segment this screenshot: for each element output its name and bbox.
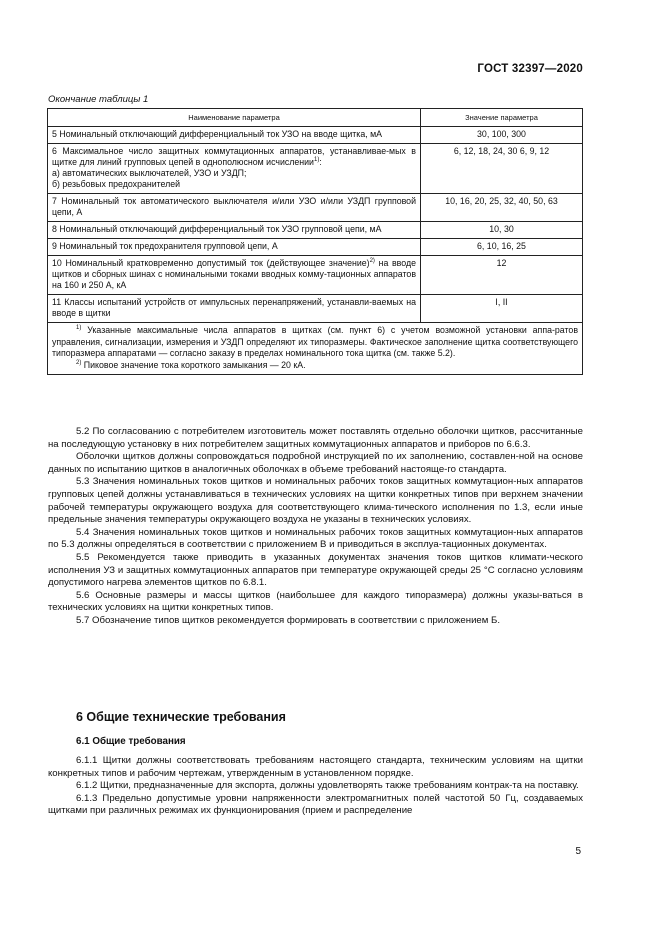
footnote-marker: 2) <box>76 359 82 366</box>
table-row <box>48 239 583 256</box>
param-name: 5 Номинальный отключающий дифференциальный ток УЗО на вводе щитка, мА <box>48 127 421 144</box>
param-name-main: 6 Максимальное число защитных коммутационных аппаратов, устанавливае-мых в щитке для линий групповых цепей в однополюсном исчислении <box>52 146 416 167</box>
paragraph: 6.1.3 Предельно допустимые уровни напряженности электромагнитных полей частотой 50 Гц, создаваемых щитками при различных режимах их функционирования (прием и распределение <box>48 792 583 817</box>
column-header-parameter: Наименование параметра <box>48 109 421 127</box>
param-name: 11 Классы испытаний устройств от импульсных перенапряжений, устанавли-ваемых на вводе в щитки <box>48 295 421 323</box>
table-row <box>48 222 583 239</box>
table-footnote <box>52 325 578 360</box>
parameters-table <box>47 108 583 375</box>
paragraph: 5.6 Основные размеры и массы щитков (наибольшее для каждого типоразмера) должны указы-ваться в технических условиях на щитки конкретных типов. <box>48 589 583 614</box>
param-name: 9 Номинальный ток предохранителя групповой цепи, А <box>48 239 421 256</box>
paragraph: 5.3 Значения номинальных токов щитков и номинальных рабочих токов защитных коммутацион-ных аппаратов групповых цепей должны устанавливаться в технических условиях на щитки конкретных типов при верхнем значении рабочей температуры окружающего воздуха для соответствующего клима-тического исполнения по 1.3, если иные предельные значения температуры окружающего воздуха не указаны в технических условиях. <box>48 476 583 526</box>
param-value: 10, 30 <box>421 222 583 239</box>
page-number: 5 <box>575 846 581 857</box>
footnote-ref: 2) <box>369 258 375 264</box>
param-value: 30, 100, 300 <box>421 127 583 144</box>
paragraph: 5.5 Рекомендуется также приводить в указанных документах значения токов щитков климати-ческого исполнения УЗ и защитных коммутационных аппаратов при температуре окружающей среды 25 °С согласно условиям допустимого нагрева элементов щитков по 6.8.1. <box>48 551 583 589</box>
section-title: 6 Общие технические требования <box>76 710 286 724</box>
param-name-tail: : <box>319 157 322 167</box>
paragraph: 5.2 По согласованию с потребителем изготовитель может поставлять отдельно оболочки щитков, рассчитанные на последующую установку в них потребителем защитных коммутационных аппаратов и приборов по 6.6.3. <box>48 426 583 450</box>
param-name: 8 Номинальный отключающий дифференциальный ток УЗО групповой цепи, мА <box>48 222 421 239</box>
table-caption: Окончание таблицы 1 <box>48 94 149 105</box>
table-row <box>48 256 583 295</box>
paragraph: Оболочки щитков должны сопровождаться подробной инструкцией по их заполнению, составлен-ной на основе данных по испытанию щитков в аналогичных оболочках в объеме требований настояще-го стандарта. <box>48 451 583 475</box>
table-row <box>48 127 583 144</box>
table-row <box>48 144 583 194</box>
table-row <box>48 295 583 323</box>
param-name-line: а) автоматических выключателей, УЗО и УЗДП; <box>52 168 247 178</box>
footnote-ref: 1) <box>313 157 320 163</box>
paragraph: 5.7 Обозначение типов щитков рекомендуется формировать в соответствии с приложением Б. <box>76 614 500 626</box>
table-notes-row <box>48 323 583 375</box>
footnote-text: Пиковое значение тока короткого замыкания — 20 кА. <box>81 359 306 370</box>
subsection-title: 6.1 Общие требования <box>76 736 186 747</box>
param-name-tail: на вводе щитков и сборных шинах с номинальными токами вводных комму-тационных аппаратов на 160 и 250 А, кА <box>52 258 416 290</box>
footnote-text: Указанные максимальные числа аппаратов в щитках (см. пункт 6) с учетом возможной установки аппа-ратов управления, сигнализации, измерения и УЗДП определяют их типоразмеры. Фактическое заполнение щитка соответствующего типоразмера аппаратами — согласно заказу в пределах номинального тока щитка (см. также 5.2). <box>52 325 578 358</box>
param-value: 12 <box>421 256 583 295</box>
paragraph: 6.1.2 Щитки, предназначенные для экспорта, должны удовлетворять также требованиям контрак-та на поставку. <box>76 780 579 792</box>
footnote-marker: 1) <box>76 325 82 331</box>
paragraph: 5.4 Значения номинальных токов щитков и номинальных рабочих токов защитных коммутацион-ных аппаратов по 5.3 должны определяться в соответствии с приложением В и приводиться в эксплуа-тационных документах. <box>48 526 583 551</box>
param-name <box>48 144 421 194</box>
paragraph: 6.1.1 Щитки должны соответствовать требованиям настоящего стандарта, техническим условиям на щитки конкретных типов и рабочим чертежам, утвержденным в установленном порядке. <box>48 755 583 779</box>
table-notes <box>48 323 583 375</box>
param-value: 6, 10, 16, 25 <box>421 239 583 256</box>
param-value: I, II <box>421 295 583 323</box>
standard-id: ГОСТ 32397—2020 <box>477 63 583 75</box>
param-name <box>48 256 421 295</box>
table-footnote <box>52 360 578 372</box>
table-row <box>48 194 583 222</box>
requirements-block <box>48 755 583 818</box>
param-name: 7 Номинальный ток автоматического выключателя и/или УЗО и/или УЗДП групповой цепи, А <box>48 194 421 222</box>
param-value: 10, 16, 20, 25, 32, 40, 50, 63 <box>421 194 583 222</box>
column-header-value: Значение параметра <box>421 109 583 127</box>
table-header-row <box>48 109 583 127</box>
param-name-main: 10 Номинальный кратковременно допустимый ток (действующее значение) <box>52 258 370 268</box>
param-name-line: б) резьбовых предохранителей <box>52 179 181 189</box>
clauses-block <box>48 426 583 628</box>
param-value: 6, 12, 18, 24, 30 6, 9, 12 <box>421 144 583 194</box>
